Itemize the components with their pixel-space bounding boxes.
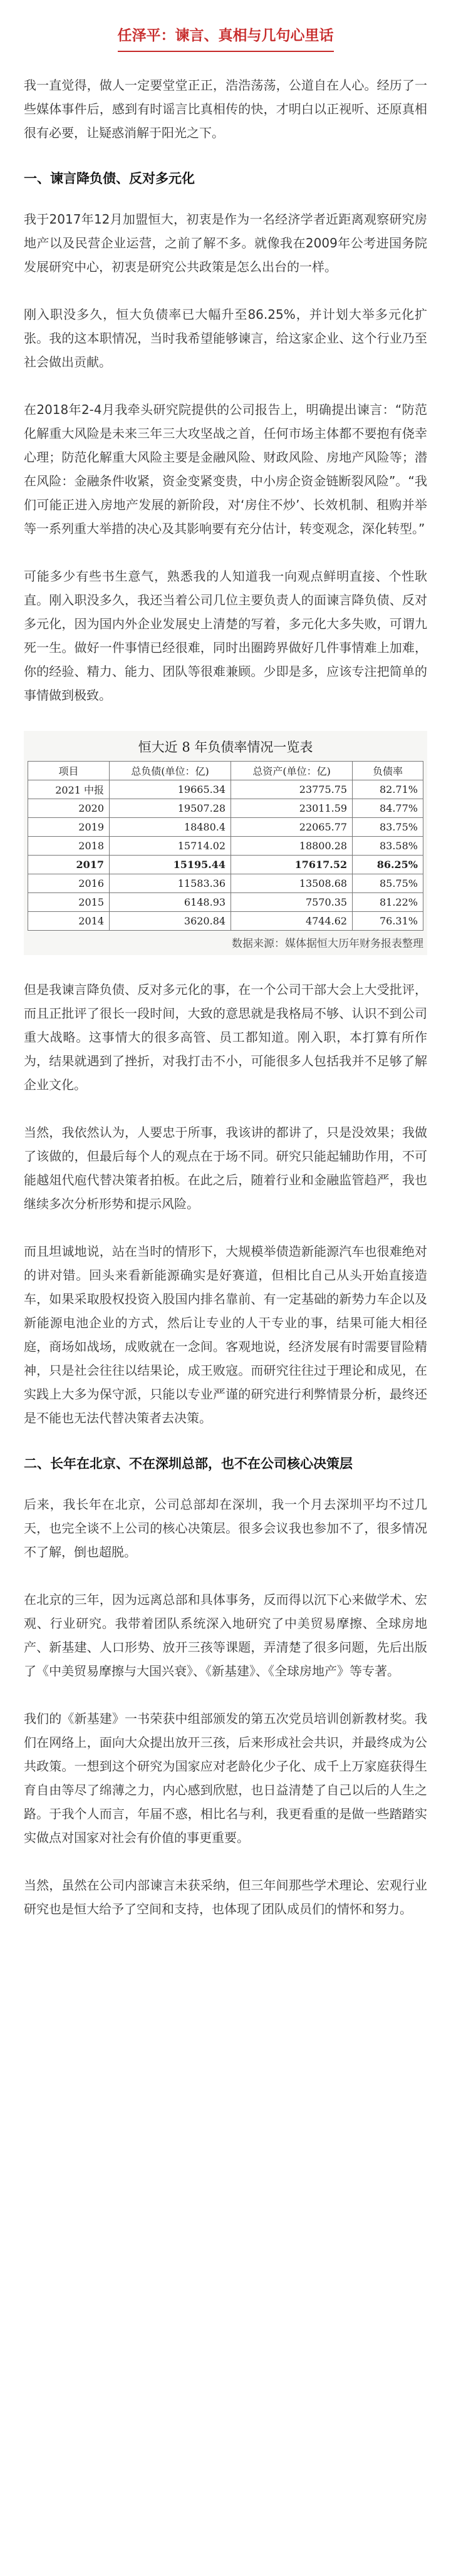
table-header-cell: 项目 <box>28 762 110 780</box>
table-cell-ratio: 85.75% <box>353 874 423 893</box>
section-1-paragraph-6: 当然，我依然认为，人要忠于所事，我该讲的都讲了，只是没效果；我做了该做的，但最后每个人的观点在于场不同。研究只能起辅助作用，不可能越俎代庖代替决策者拍板。在此之后，随着行业和金融监管趋严，我也继续多次分析形势和提示风险。 <box>24 1125 427 1211</box>
table-cell-year: 2018 <box>28 837 110 856</box>
table-row <box>28 818 423 837</box>
section-2-heading: 二、长年在北京、不在深圳总部，也不在公司核心决策层 <box>24 1456 353 1471</box>
table-cell-assets: 22065.77 <box>231 818 353 837</box>
table-cell-ratio: 82.71% <box>353 780 423 799</box>
article-title: 任泽平：谏言、真相与几句心里话 <box>118 24 334 52</box>
table-cell-debt: 6148.93 <box>110 893 231 912</box>
table-row <box>28 780 423 799</box>
section-1-paragraph-4: 可能多少有些书生意气，熟悉我的人知道我一向观点鲜明直接、个性耿直。刚入职没多久，我还当着公司几位主要负责人的面谏言降负债、反对多元化，因为国内外企业发展史上清楚的写着，多元化大多失败，可谓九死一生。做好一件事情已经很难，同时出圈跨界做好几件事情难上加难，你的经验、精力、能力、团队等很难兼顾。少即是多，应该专注把简单的事情做到极致。 <box>24 569 427 703</box>
table-cell-year: 2017 <box>28 856 110 874</box>
table-cell-debt: 3620.84 <box>110 912 231 931</box>
table-cell-assets: 23011.59 <box>231 799 353 818</box>
table-cell-assets: 17617.52 <box>231 856 353 874</box>
table-header-cell: 总资产(单位：亿) <box>231 762 353 780</box>
table-cell-assets: 18800.28 <box>231 837 353 856</box>
section-2-paragraph-4: 当然，虽然在公司内部谏言未获采纳，但三年间那些学术理论、宏观行业研究也是恒大给予了空间和支持，也体现了团队成员们的情怀和努力。 <box>24 1878 427 1916</box>
table-row <box>28 893 423 912</box>
table-row <box>28 799 423 818</box>
table-cell-year: 2014 <box>28 912 110 931</box>
table-cell-year: 2021 中报 <box>28 780 110 799</box>
table-cell-assets: 4744.62 <box>231 912 353 931</box>
section-1-paragraph-5: 但是我谏言降负债、反对多元化的事，在一个公司干部大会上大受批评，而且正批评了很长一段时间，大致的意思就是我格局不够、认识不到公司重大战略。这事情大的很多高管、员工都知道。刚入职，本打算有所作为，结果就遇到了挫折，对我打击不小，可能很多人包括我并不足够了解企业文化。 <box>24 982 427 1092</box>
table-cell-assets: 23775.75 <box>231 780 353 799</box>
section-1-paragraph-2: 刚入职没多久，恒大负债率已大幅升至86.25%，并计划大举多元化扩张。我的这本职情况，当时我希望能够谏言，给这家企业、这个行业乃至社会做出贡献。 <box>24 307 427 370</box>
table-title: 恒大近 8 年负债率情况一览表 <box>138 740 313 755</box>
debt-ratio-table <box>28 761 423 931</box>
title-wrap <box>24 24 427 52</box>
table-cell-debt: 11583.36 <box>110 874 231 893</box>
section-1-paragraph-7: 而且坦诚地说，站在当时的情形下，大规模举债造新能源汽车也很难绝对的讲对错。回头来看新能源确实是好赛道，但相比自己从头开始直接造车，如果采取股权投资入股国内排名靠前、有一定基础的新势力车企以及新能源电池企业的方式，然后让专业的人干专业的事，结果可能大相径庭，商场如战场，成败就在一念间。客观地说，经济发展有时需要冒险精神，只是社会往往以结果论，成王败寇。而研究往往过于理论和成见，在实践上大多为保守派，只能以专业严谨的研究进行利弊情景分析，最终还是不能也无法代替决策者去决策。 <box>24 1244 427 1425</box>
table-header-cell: 总负债(单位：亿) <box>110 762 231 780</box>
section-1-paragraph-3: 在2018年2-4月我牵头研究院提供的公司报告上，明确提出谏言：“防范化解重大风险是未来三年三大攻坚战之首，任何市场主体都不要抱有侥幸心理；防范化解重大风险主要是金融风险、财政风险、房地产风险等；潜在风险：金融条件收紧，资金变紧变贵，中小房企资金链断裂风险”。“我们可能正进入房地产发展的新阶段，对‘房住不炒’、长效机制、租购并举等一系列重大举措的决心及其影响要有充分估计，转变观念，深化转型。” <box>24 402 427 536</box>
table-cell-assets: 13508.68 <box>231 874 353 893</box>
table-cell-year: 2020 <box>28 799 110 818</box>
table-header-cell: 负债率 <box>353 762 423 780</box>
table-cell-debt: 18480.4 <box>110 818 231 837</box>
section-1-paragraph-1: 我于2017年12月加盟恒大，初衷是作为一名经济学者近距离观察研究房地产以及民营企业运营，之前了解不多。就像我在2009年公考进国务院发展研究中心，初衷是研究公共政策是怎么出台的一样。 <box>24 212 427 274</box>
table-header-row <box>28 762 423 780</box>
table-cell-ratio: 86.25% <box>353 856 423 874</box>
table-cell-debt: 15195.44 <box>110 856 231 874</box>
table-cell-ratio: 76.31% <box>353 912 423 931</box>
table-source-note: 数据来源：媒体据恒大历年财务报表整理 <box>232 938 423 950</box>
table-cell-year: 2015 <box>28 893 110 912</box>
debt-ratio-table-figure <box>24 731 427 955</box>
table-cell-debt: 19665.34 <box>110 780 231 799</box>
table-cell-debt: 19507.28 <box>110 799 231 818</box>
section-2-paragraph-2: 在北京的三年，因为远离总部和具体事务，反而得以沉下心来做学术、宏观、行业研究。我带着团队系统深入地研究了中美贸易摩擦、全球房地产、新基建、人口形势、放开三孩等课题，弄清楚了很多问题，先后出版了《中美贸易摩擦与大国兴衰》、《新基建》、《全球房地产》等专著。 <box>24 1592 427 1679</box>
table-cell-ratio: 83.75% <box>353 818 423 837</box>
table-cell-ratio: 81.22% <box>353 893 423 912</box>
table-cell-ratio: 84.77% <box>353 799 423 818</box>
section-2-paragraph-3: 我们的《新基建》一书荣获中组部颁发的第五次党员培训创新教材奖。我们在网络上，面向大众提出放开三孩，后来形成社会共识，并最终成为公共政策。一想到这个研究为国家应对老龄化少子化、成千上万家庭获得生育自由等尽了绵薄之力，内心感到欣慰，也日益清楚了自己以后的人生之路。于我个人而言，年届不惑，相比名与利，我更看重的是做一些踏踏实实做点对国家对社会有价值的事更重要。 <box>24 1711 427 1845</box>
intro-paragraph: 我一直觉得，做人一定要堂堂正正，浩浩荡荡，公道自在人心。经历了一些媒体事件后，感到有时谣言比真相传的快，才明白以正视听、还原真相很有必要，让疑惑消解于阳光之下。 <box>24 78 427 140</box>
table-row <box>28 912 423 931</box>
table-cell-assets: 7570.35 <box>231 893 353 912</box>
table-cell-year: 2016 <box>28 874 110 893</box>
table-cell-year: 2019 <box>28 818 110 837</box>
section-2-paragraph-1: 后来，我长年在北京，公司总部却在深圳，我一个月去深圳平均不过几天，也完全谈不上公司的核心决策层。很多会议我也参加不了，很多情况不了解，倒也超脱。 <box>24 1497 427 1560</box>
section-1-heading: 一、谏言降负债、反对多元化 <box>24 171 195 186</box>
table-row-highlighted <box>28 856 423 874</box>
table-cell-ratio: 83.58% <box>353 837 423 856</box>
table-cell-debt: 15714.02 <box>110 837 231 856</box>
table-row <box>28 837 423 856</box>
table-row <box>28 874 423 893</box>
